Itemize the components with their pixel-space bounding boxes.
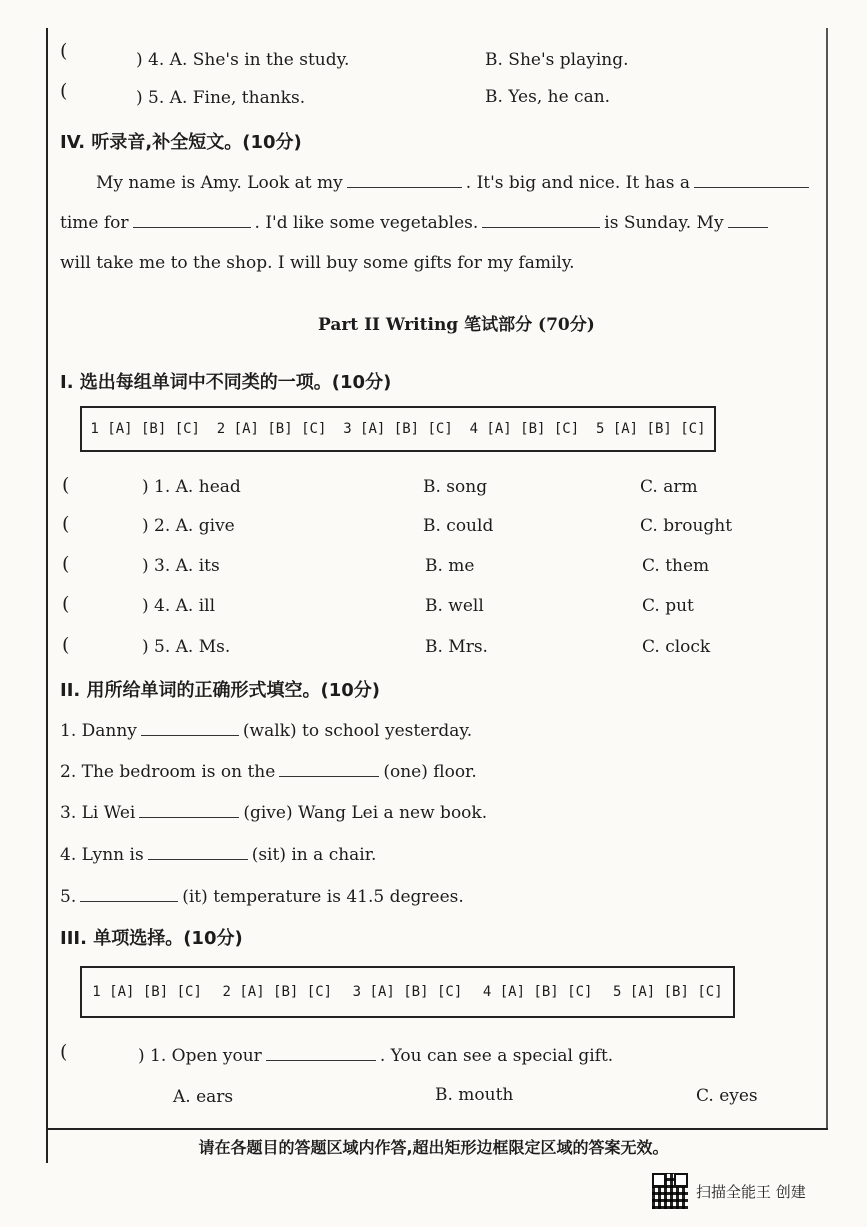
option-a: ) 2. A. give	[142, 516, 235, 536]
answer-bubble-group[interactable]: 2 [A] [B] [C]	[216, 421, 327, 437]
section-heading: III. 单项选择。(10分)	[60, 928, 243, 949]
option-c: C. them	[642, 556, 710, 576]
part-title: Part II Writing 笔试部分 (70分)	[318, 315, 595, 335]
option-a: ) 4. A. ill	[142, 596, 216, 616]
fill-blank[interactable]	[148, 842, 248, 860]
fill-blank[interactable]	[279, 759, 379, 777]
mc-question: ) 1. Open your . You can see a special gift.	[138, 1043, 613, 1066]
option-c: C. put	[642, 596, 694, 616]
question-text: ) 5. A. Fine, thanks.	[136, 88, 306, 108]
answer-bubble-group[interactable]: 4 [A] [B] [C]	[482, 984, 593, 1000]
fill-blank[interactable]	[694, 170, 809, 188]
answer-bubble-group[interactable]: 3 [A] [B] [C]	[352, 984, 463, 1000]
qr-code-icon	[652, 1173, 688, 1209]
question-text: ) 4. A. She's in the study.	[136, 50, 350, 70]
fill-blank[interactable]	[266, 1043, 376, 1061]
section-heading: IV. 听录音,补全短文。(10分)	[60, 132, 302, 153]
answer-bubble-group[interactable]: 4 [A] [B] [C]	[469, 421, 580, 437]
section-heading: II. 用所给单词的正确形式填空。(10分)	[60, 680, 380, 701]
option-b: B. mouth	[435, 1085, 514, 1105]
option-b: B. song	[423, 477, 488, 497]
answer-bubble-group[interactable]: 5 [A] [B] [C]	[595, 421, 706, 437]
answer-paren[interactable]: (	[62, 593, 70, 615]
fill-blank[interactable]	[728, 210, 768, 228]
section-heading: I. 选出每组单词中不同类的一项。(10分)	[60, 372, 392, 393]
answer-paren[interactable]: (	[60, 40, 68, 62]
answer-paren[interactable]: (	[62, 474, 70, 496]
footer-notice: 请在各题目的答题区域内作答,超出矩形边框限定区域的答案无效。	[198, 1138, 669, 1157]
fill-item: 2. The bedroom is on the (one) floor.	[60, 759, 477, 782]
fill-blank[interactable]	[347, 170, 462, 188]
option-b: B. Mrs.	[425, 637, 488, 657]
fill-blank[interactable]	[482, 210, 600, 228]
right-border	[826, 28, 828, 1128]
fill-item: 3. Li Wei (give) Wang Lei a new book.	[60, 800, 487, 823]
passage-line-2: time for . I'd like some vegetables. is Sunday. My	[60, 210, 772, 233]
fill-item: 4. Lynn is (sit) in a chair.	[60, 842, 376, 865]
option-c: C. arm	[640, 477, 698, 497]
answer-sheet	[80, 406, 716, 452]
option-b: B. Yes, he can.	[485, 87, 611, 107]
answer-paren[interactable]: (	[62, 553, 70, 575]
fill-item: 5. (it) temperature is 41.5 degrees.	[60, 884, 464, 907]
option-c: C. eyes	[696, 1086, 758, 1106]
option-a: A. ears	[173, 1087, 234, 1107]
option-b: B. She's playing.	[485, 50, 629, 70]
option-c: C. clock	[642, 637, 711, 657]
answer-paren[interactable]: (	[60, 80, 68, 102]
scanner-stamp	[652, 1173, 806, 1209]
answer-bubble-group[interactable]: 1 [A] [B] [C]	[92, 984, 202, 1000]
option-a: ) 1. A. head	[142, 477, 241, 497]
answer-sheet	[80, 966, 735, 1018]
fill-blank[interactable]	[141, 718, 239, 736]
answer-paren[interactable]: (	[62, 513, 70, 535]
option-b: B. could	[423, 516, 494, 536]
passage-line-3: will take me to the shop. I will buy some gifts for my family.	[60, 253, 575, 273]
answer-bubble-group[interactable]: 1 [A] [B] [C]	[90, 421, 200, 437]
passage-line-1: My name is Amy. Look at my . It's big and nice. It has a	[96, 170, 813, 193]
answer-bubble-group[interactable]: 3 [A] [B] [C]	[343, 421, 453, 437]
fill-blank[interactable]	[139, 800, 239, 818]
footer-divider	[46, 1128, 828, 1130]
option-b: B. me	[425, 556, 475, 576]
fill-item: 1. Danny (walk) to school yesterday.	[60, 718, 472, 741]
answer-paren[interactable]: (	[62, 634, 70, 656]
option-b: B. well	[425, 596, 484, 616]
fill-blank[interactable]	[80, 884, 178, 902]
left-border	[46, 28, 48, 1163]
option-a: ) 3. A. its	[142, 556, 220, 576]
answer-paren[interactable]: (	[60, 1041, 68, 1063]
answer-bubble-group[interactable]: 2 [A] [B] [C]	[222, 984, 333, 1000]
option-a: ) 5. A. Ms.	[142, 637, 231, 657]
fill-blank[interactable]	[133, 210, 251, 228]
answer-bubble-group[interactable]: 5 [A] [B] [C]	[613, 984, 723, 1000]
option-c: C. brought	[640, 516, 733, 536]
stamp-text: 扫描全能王 创建	[696, 1182, 806, 1201]
